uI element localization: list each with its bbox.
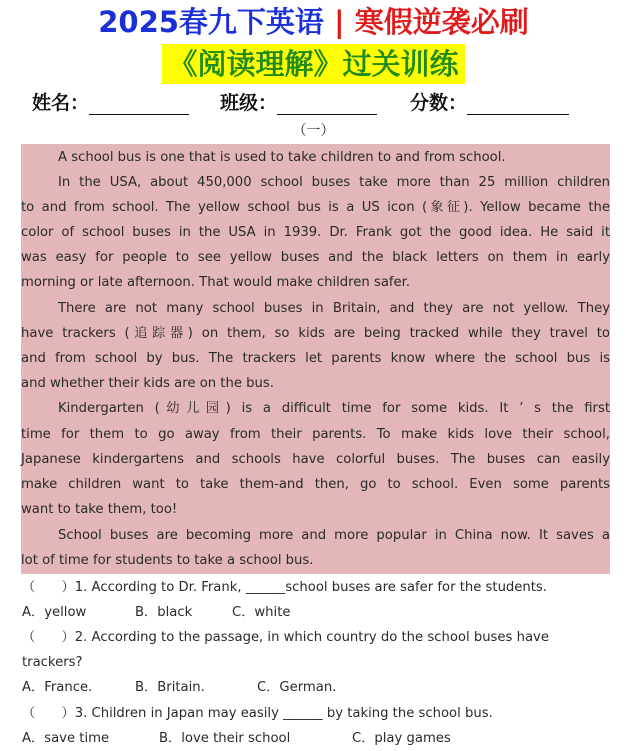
title-part-grade: 2025春九下英语 [98, 5, 324, 39]
passage-line: lot of time for students to take a school bus. [21, 553, 314, 568]
passage-line: was easy for people to see yellow buses and the black letters on them in early [21, 250, 610, 265]
question-2-options [22, 675, 612, 700]
passage-line: School buses are becoming more and more popular in China now. It saves a [58, 528, 610, 543]
option-a[interactable]: A．France. [22, 680, 93, 695]
option-b[interactable]: B．black [135, 605, 193, 620]
score-label: 分数： [410, 92, 468, 114]
name-blank[interactable] [89, 92, 189, 115]
passage-line: and whether their kids are on the bus. [21, 376, 274, 391]
passage-line: Kindergarten (幼儿园) is a difficult time for some kids. It ’ s the first [58, 401, 610, 416]
worksheet-title [0, 2, 627, 42]
option-c[interactable]: C．play games [352, 731, 451, 746]
passage-line: color of school buses in the USA in 1939. Dr. Frank got the good idea. He said it [21, 225, 610, 240]
question-1: （ ）1. According to Dr. Frank, ______school buses are safer for the students. [22, 580, 547, 595]
passage-line: want to take them, too! [21, 502, 178, 517]
student-info-fields [32, 88, 612, 118]
passage-line: In the USA, about 450,000 school buses take more than 25 million children [58, 175, 610, 190]
question-1-options [22, 600, 612, 625]
question-2: （ ）2. According to the passage, in which country do the school buses have [22, 630, 549, 645]
score-blank[interactable] [467, 92, 569, 115]
option-a[interactable]: A．yellow [22, 605, 87, 620]
class-field [220, 88, 377, 115]
passage-line: time for them to go away from their parents. To make kids love their school, [21, 427, 610, 442]
score-field [410, 88, 569, 115]
passage-line: make children want to take them-and then, go to school. Even some parents [21, 477, 610, 492]
title-separator: | [334, 5, 345, 39]
subtitle-wrapper [0, 44, 627, 84]
passage-line: Japanese kindergartens and schools have colorful buses. The buses can easily [21, 452, 610, 467]
name-label: 姓名： [32, 92, 90, 114]
option-a[interactable]: A．save time [22, 731, 110, 746]
title-part-slogan: 寒假逆袭必刷 [354, 5, 529, 39]
option-b[interactable]: B．Britain. [135, 680, 205, 695]
name-field [32, 88, 189, 115]
reading-passage [21, 144, 610, 574]
passage-line: morning or late afternoon. That would make children safer. [21, 275, 411, 290]
class-label: 班级： [220, 92, 278, 114]
question-2-continuation: trackers? [22, 655, 83, 670]
option-c[interactable]: C．German. [257, 680, 337, 695]
passage-line: and from school by bus. The trackers let parents know where the school bus is [21, 351, 610, 366]
question-3: （ ）3. Children in Japan may easily ______ by taking the school bus. [22, 706, 493, 721]
option-b[interactable]: B．love their school [159, 731, 291, 746]
class-blank[interactable] [277, 92, 377, 115]
option-c[interactable]: C．white [232, 605, 291, 620]
passage-line: There are not many school buses in Britain, and they are not yellow. They [58, 301, 610, 316]
passage-line: A school bus is one that is used to take children to and from school. [58, 150, 506, 165]
worksheet-subtitle: 《阅读理解》过关训练 [162, 44, 464, 84]
passage-line: have trackers (追踪器) on them, so kids are being tracked while they travel to [21, 326, 610, 341]
section-number: （一） [292, 123, 335, 139]
passage-line: to and from school. The yellow school bus is a US icon (象征). Yellow became the [21, 200, 610, 215]
